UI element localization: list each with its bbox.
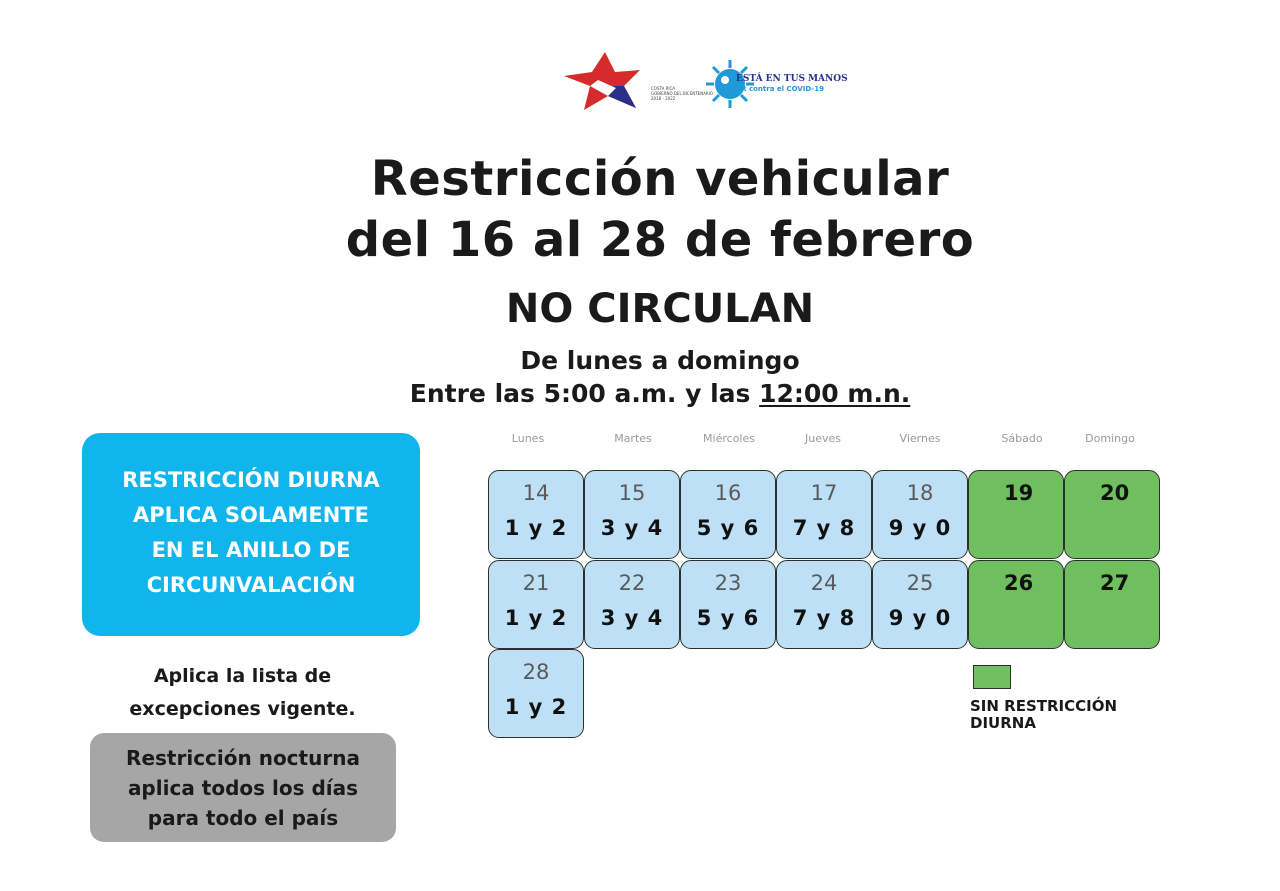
daytime-restriction-line: RESTRICCIÓN DIURNA [122,468,380,492]
cell-day: 17 [810,481,838,505]
daytime-restriction-line: APLICA SOLAMENTE [133,503,369,527]
calendar-cell-free [968,470,1064,559]
campaign-subtitle: CR contra el COVID-19 [736,85,824,93]
daytime-restriction-line: CIRCUNVALACIÓN [146,573,356,597]
cell-day: 19 [1004,481,1034,505]
schedule-hours-end: 12:00 m.n. [759,379,911,408]
calendar-cell [488,470,584,559]
legend-swatch-free [973,665,1011,689]
day-header: Viernes [899,432,941,445]
legend-label-line: SIN RESTRICCIÓN [970,697,1118,715]
cell-plates: 5 y 6 [696,516,760,540]
day-header: Domingo [1085,432,1135,445]
calendar-cell [680,470,776,559]
government-star-logo [560,50,650,112]
calendar-cell [872,560,968,649]
calendar-cell [488,560,584,649]
night-restriction-line: para todo el país [147,806,339,830]
exceptions-line: excepciones vigente. [129,698,356,720]
page-title-line1: Restricción vehicular [370,151,950,207]
cell-plates: 5 y 6 [696,606,760,630]
calendar-cell [584,470,680,559]
cell-day: 18 [906,481,934,505]
cell-day: 25 [906,571,934,595]
cell-plates: 1 y 2 [504,695,568,719]
daytime-restriction-line: EN EL ANILLO DE [151,538,351,562]
exceptions-line: Aplica la lista de [153,665,332,687]
cell-plates: 7 y 8 [792,516,856,540]
cell-day: 28 [522,660,550,684]
cell-day: 16 [714,481,742,505]
calendar-cell [776,470,872,559]
cell-plates: 9 y 0 [888,606,952,630]
cell-plates: 3 y 4 [600,516,664,540]
schedule-hours [0,378,1280,410]
day-header: Martes [614,432,652,445]
night-restriction-line: aplica todos los días [127,776,359,800]
day-header: Miércoles [703,432,755,445]
day-header: Jueves [805,432,841,445]
calendar-cell [680,560,776,649]
cell-plates: 1 y 2 [504,606,568,630]
cell-day: 20 [1100,481,1130,505]
no-circulan-heading: NO CIRCULAN [505,286,815,332]
cell-day: 26 [1004,571,1034,595]
cell-plates: 7 y 8 [792,606,856,630]
cell-day: 23 [714,571,742,595]
cell-plates: 1 y 2 [504,516,568,540]
page-title-line2: del 16 al 28 de febrero [345,212,975,268]
cell-day: 27 [1100,571,1130,595]
campaign-title: ESTÁ EN TUS MANOS [736,74,848,84]
calendar-cell-free [1064,470,1160,559]
calendar-cell [584,560,680,649]
header-logos [560,50,848,112]
day-header: Lunes [511,432,545,445]
schedule-hours-prefix: Entre las 5:00 a.m. y las [409,379,760,408]
calendar-cell [872,470,968,559]
cell-plates: 9 y 0 [888,516,952,540]
night-restriction-box [90,733,396,842]
calendar-cell-free [1064,560,1160,649]
calendar-cell [488,649,584,738]
schedule-days: De lunes a domingo [520,346,800,375]
cell-day: 14 [522,481,550,505]
calendar-cell [776,560,872,649]
virus-icon [705,58,755,110]
cell-day: 22 [618,571,646,595]
night-restriction-line: Restricción nocturna [126,746,360,770]
government-text: COSTA RICA GOBIERNO DEL BICENTENARIO 2018 - 2022 [651,86,714,101]
calendar-cell-free [968,560,1064,649]
exceptions-note [100,660,385,726]
cell-plates: 3 y 4 [600,606,664,630]
legend-label-line: DIURNA [970,714,1036,732]
legend-label [970,698,1160,732]
day-header: Sábado [1001,432,1043,445]
cell-day: 15 [618,481,646,505]
cell-day: 24 [810,571,838,595]
cell-day: 21 [522,571,550,595]
daytime-restriction-box [82,433,420,636]
